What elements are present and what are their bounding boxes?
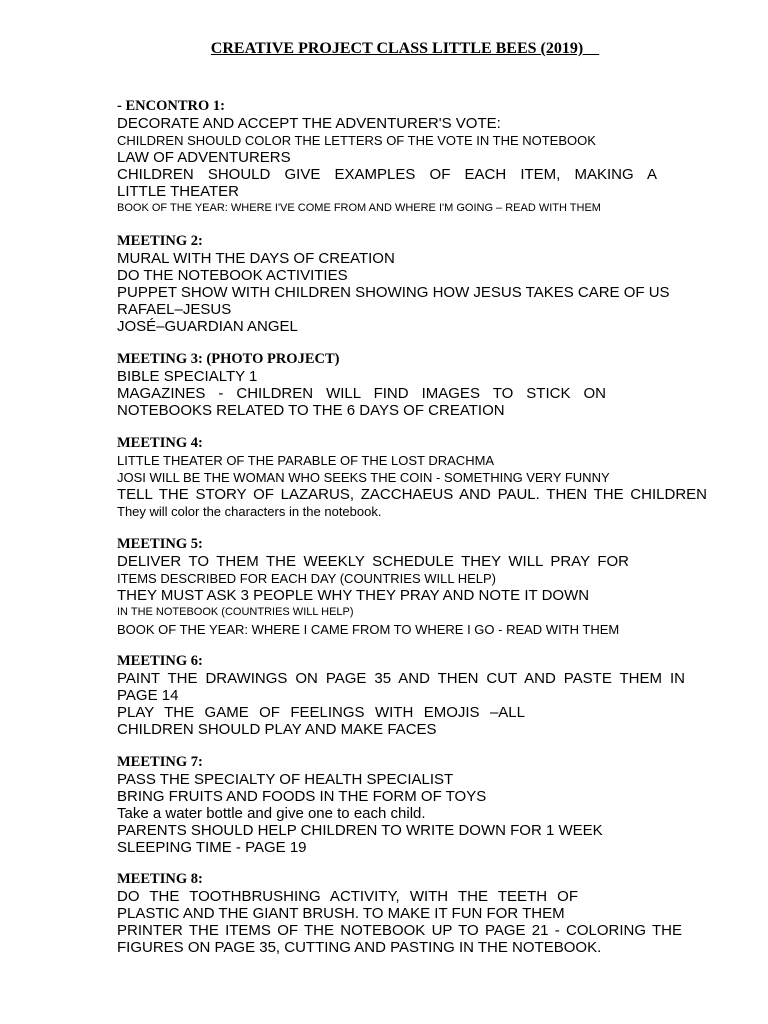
text-line: BRING FRUITS AND FOODS IN THE FORM OF TOYS xyxy=(117,788,487,805)
section-heading: MEETING 5: xyxy=(117,536,203,552)
text-line: MURAL WITH THE DAYS OF CREATION xyxy=(117,250,395,267)
text-line: THEY MUST ASK 3 PEOPLE WHY THEY PRAY AND NOTE IT DOWN xyxy=(117,587,590,604)
text-line: PLASTIC AND THE GIANT BRUSH. TO MAKE IT FUN FOR THEM xyxy=(117,905,565,922)
text-line: CHILDREN SHOULD COLOR THE LETTERS OF THE VOTE IN THE NOTEBOOK xyxy=(117,133,596,148)
text-line: SLEEPING TIME - PAGE 19 xyxy=(117,839,307,856)
text-line: They will color the characters in the notebook. xyxy=(117,504,382,519)
text-line: CHILDREN SHOULD PLAY AND MAKE FACES xyxy=(117,721,437,738)
text-line: FIGURES ON PAGE 35, CUTTING AND PASTING IN THE NOTEBOOK. xyxy=(117,939,602,956)
text-line: TELL THE STORY OF LAZARUS, ZACCHAEUS AND PAUL. THEN THE CHILDREN xyxy=(117,486,707,503)
document-title xyxy=(0,40,768,58)
section-heading: MEETING 7: xyxy=(117,754,203,770)
section-meeting-7 xyxy=(117,754,707,856)
section-meeting-4 xyxy=(117,435,707,520)
text-line: NOTEBOOKS RELATED TO THE 6 DAYS OF CREATION xyxy=(117,402,505,419)
section-heading: - ENCONTRO 1: xyxy=(117,98,225,114)
text-line: ITEMS DESCRIBED FOR EACH DAY (COUNTRIES WILL HELP) xyxy=(117,571,496,586)
section-heading: MEETING 3: (PHOTO PROJECT) xyxy=(117,351,340,367)
text-line: DECORATE AND ACCEPT THE ADVENTURER'S VOTE: xyxy=(117,115,501,132)
text-line: JOSI WILL BE THE WOMAN WHO SEEKS THE COIN - SOMETHING VERY FUNNY xyxy=(117,470,610,485)
section-meeting-5 xyxy=(117,536,707,638)
text-line: LAW OF ADVENTURERS xyxy=(117,149,291,166)
text-line: JOSÉ–GUARDIAN ANGEL xyxy=(117,318,298,335)
text-line: BOOK OF THE YEAR: WHERE I'VE COME FROM AND WHERE I'M GOING – READ WITH THEM xyxy=(117,202,601,214)
text-line: PLAY THE GAME OF FEELINGS WITH EMOJIS –ALL xyxy=(117,704,525,721)
title-text: CREATIVE PROJECT CLASS LITTLE BEES (2019) xyxy=(210,40,584,57)
text-line: DELIVER TO THEM THE WEEKLY SCHEDULE THEY WILL PRAY FOR xyxy=(117,553,629,570)
text-line: MAGAZINES - CHILDREN WILL FIND IMAGES TO STICK ON xyxy=(117,385,606,402)
section-heading: MEETING 2: xyxy=(117,233,203,249)
text-line: PUPPET SHOW WITH CHILDREN SHOWING HOW JESUS TAKES CARE OF US xyxy=(117,284,670,301)
text-line: RAFAEL–JESUS xyxy=(117,301,232,318)
title-trailing-underline xyxy=(583,40,599,57)
section-meeting-8 xyxy=(117,871,707,956)
section-encontro-1 xyxy=(117,98,707,217)
section-heading: MEETING 4: xyxy=(117,435,203,451)
text-line: PARENTS SHOULD HELP CHILDREN TO WRITE DOWN FOR 1 WEEK xyxy=(117,822,603,839)
section-meeting-2 xyxy=(117,233,707,335)
text-line: PAGE 14 xyxy=(117,687,179,704)
text-line: BOOK OF THE YEAR: WHERE I CAME FROM TO WHERE I GO - READ WITH THEM xyxy=(117,622,620,637)
section-meeting-6 xyxy=(117,653,707,738)
text-line: PAINT THE DRAWINGS ON PAGE 35 AND THEN CUT AND PASTE THEM IN xyxy=(117,670,685,687)
section-heading: MEETING 8: xyxy=(117,871,203,887)
text-line: DO THE NOTEBOOK ACTIVITIES xyxy=(117,267,348,284)
section-heading: MEETING 6: xyxy=(117,653,203,669)
text-line: DO THE TOOTHBRUSHING ACTIVITY, WITH THE TEETH OF xyxy=(117,888,578,905)
text-line: LITTLE THEATER xyxy=(117,183,239,200)
text-line: CHILDREN SHOULD GIVE EXAMPLES OF EACH ITEM, MAKING A xyxy=(117,166,657,183)
text-line: PASS THE SPECIALTY OF HEALTH SPECIALIST xyxy=(117,771,454,788)
section-meeting-3 xyxy=(117,351,707,419)
text-line: LITTLE THEATER OF THE PARABLE OF THE LOST DRACHMA xyxy=(117,453,495,468)
text-line: Take a water bottle and give one to each child. xyxy=(117,805,426,822)
text-line: BIBLE SPECIALTY 1 xyxy=(117,368,258,385)
text-line: PRINTER THE ITEMS OF THE NOTEBOOK UP TO PAGE 21 - COLORING THE xyxy=(117,922,682,939)
text-line: IN THE NOTEBOOK (COUNTRIES WILL HELP) xyxy=(117,606,354,618)
